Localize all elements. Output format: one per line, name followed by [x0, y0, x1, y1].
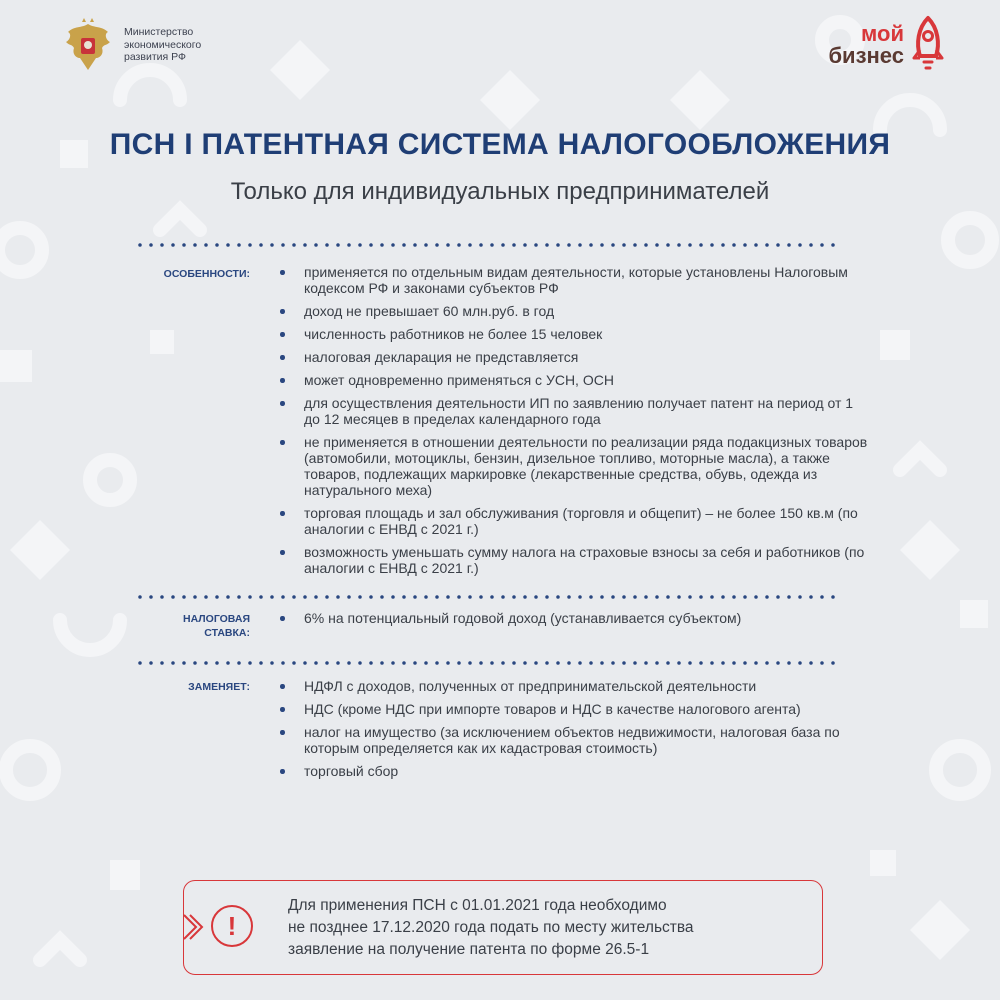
list-item: возможность уменьшать сумму налога на страховые взносы за себя и работников (по аналогии с ЕНВД с 2021 г.) — [280, 544, 870, 576]
rocket-icon — [910, 14, 946, 76]
page-subtitle: Только для индивидуальных предпринимателей — [230, 178, 770, 205]
ministry-header — [62, 18, 234, 76]
list-item: для осуществления деятельности ИП по заявлению получает патент на период от 1 до 12 месяцев в пределах календарного года — [280, 395, 870, 427]
list-item: численность работников не более 15 человек — [280, 326, 870, 342]
ministry-line: экономического — [124, 38, 202, 51]
list-item: НДС (кроме НДС при импорте товаров и НДС в качестве налогового агента) — [280, 701, 870, 717]
dotted-divider — [138, 660, 838, 666]
notice-text — [288, 895, 808, 961]
notice-line: Для применения ПСН с 01.01.2021 года необходимо — [288, 897, 667, 914]
moy-biznes-logo — [828, 14, 946, 76]
section-label: ЗАМЕНЯЕТ: — [188, 681, 250, 693]
replaces-list — [280, 678, 870, 779]
ministry-line: Министерство — [124, 26, 194, 38]
dotted-divider — [138, 594, 838, 600]
page-title: ПСН I ПАТЕНТНАЯ СИСТЕМА НАЛОГООБЛОЖЕНИЯ — [109, 128, 891, 161]
list-item: 6% на потенциальный годовой доход (устанавливается субъектом) — [280, 610, 870, 626]
notice-line: заявление на получение патента по форме 26.5-1 — [288, 941, 650, 958]
arrow-marker-icon — [182, 911, 204, 943]
section-label-line: НАЛОГОВАЯ — [183, 613, 250, 625]
list-item: НДФЛ с доходов, полученных от предпринимательской деятельности — [280, 678, 870, 694]
dotted-divider — [138, 242, 838, 248]
notice-line: не позднее 17.12.2020 года подать по месту жительства — [288, 919, 694, 936]
list-item: торговый сбор — [280, 763, 870, 779]
logo-word-1: мой — [861, 21, 904, 46]
warning-icon: ! — [211, 905, 253, 947]
list-item: налоговая декларация не представляется — [280, 349, 870, 365]
list-item: не применяется в отношении деятельности по реализации ряда подакцизных товаров (автомобили, мотоциклы, бензин, дизельное топливо, моторные масла), а также товаров, подлежащих маркировке (лекарственные средства, обувь, одежда из натурального меха) — [280, 434, 870, 498]
list-item: применяется по отдельным видам деятельности, которые установлены Налоговым кодексом РФ и законами субъектов РФ — [280, 264, 870, 296]
list-item: налог на имущество (за исключением объектов недвижимости, налоговая база по которым определяется как их кадастровая стоимость) — [280, 724, 870, 756]
tax-rate-list — [280, 610, 870, 626]
logo-word-2: бизнес — [828, 43, 904, 68]
deadline-notice — [183, 880, 823, 975]
section-label-line: СТАВКА: — [204, 627, 250, 639]
ministry-name — [124, 26, 234, 64]
list-item: может одновременно применяться с УСН, ОСН — [280, 372, 870, 388]
list-item: доход не превышает 60 млн.руб. в год — [280, 303, 870, 319]
features-list — [280, 264, 870, 576]
ministry-line: развития РФ — [124, 51, 186, 63]
coat-of-arms-icon — [62, 18, 114, 76]
section-label: ОСОБЕННОСТИ: — [163, 268, 250, 280]
section-label — [140, 612, 250, 640]
list-item: торговая площадь и зал обслуживания (торговля и общепит) – не более 150 кв.м (по аналогии с ЕНВД с 2021 г.) — [280, 505, 870, 537]
